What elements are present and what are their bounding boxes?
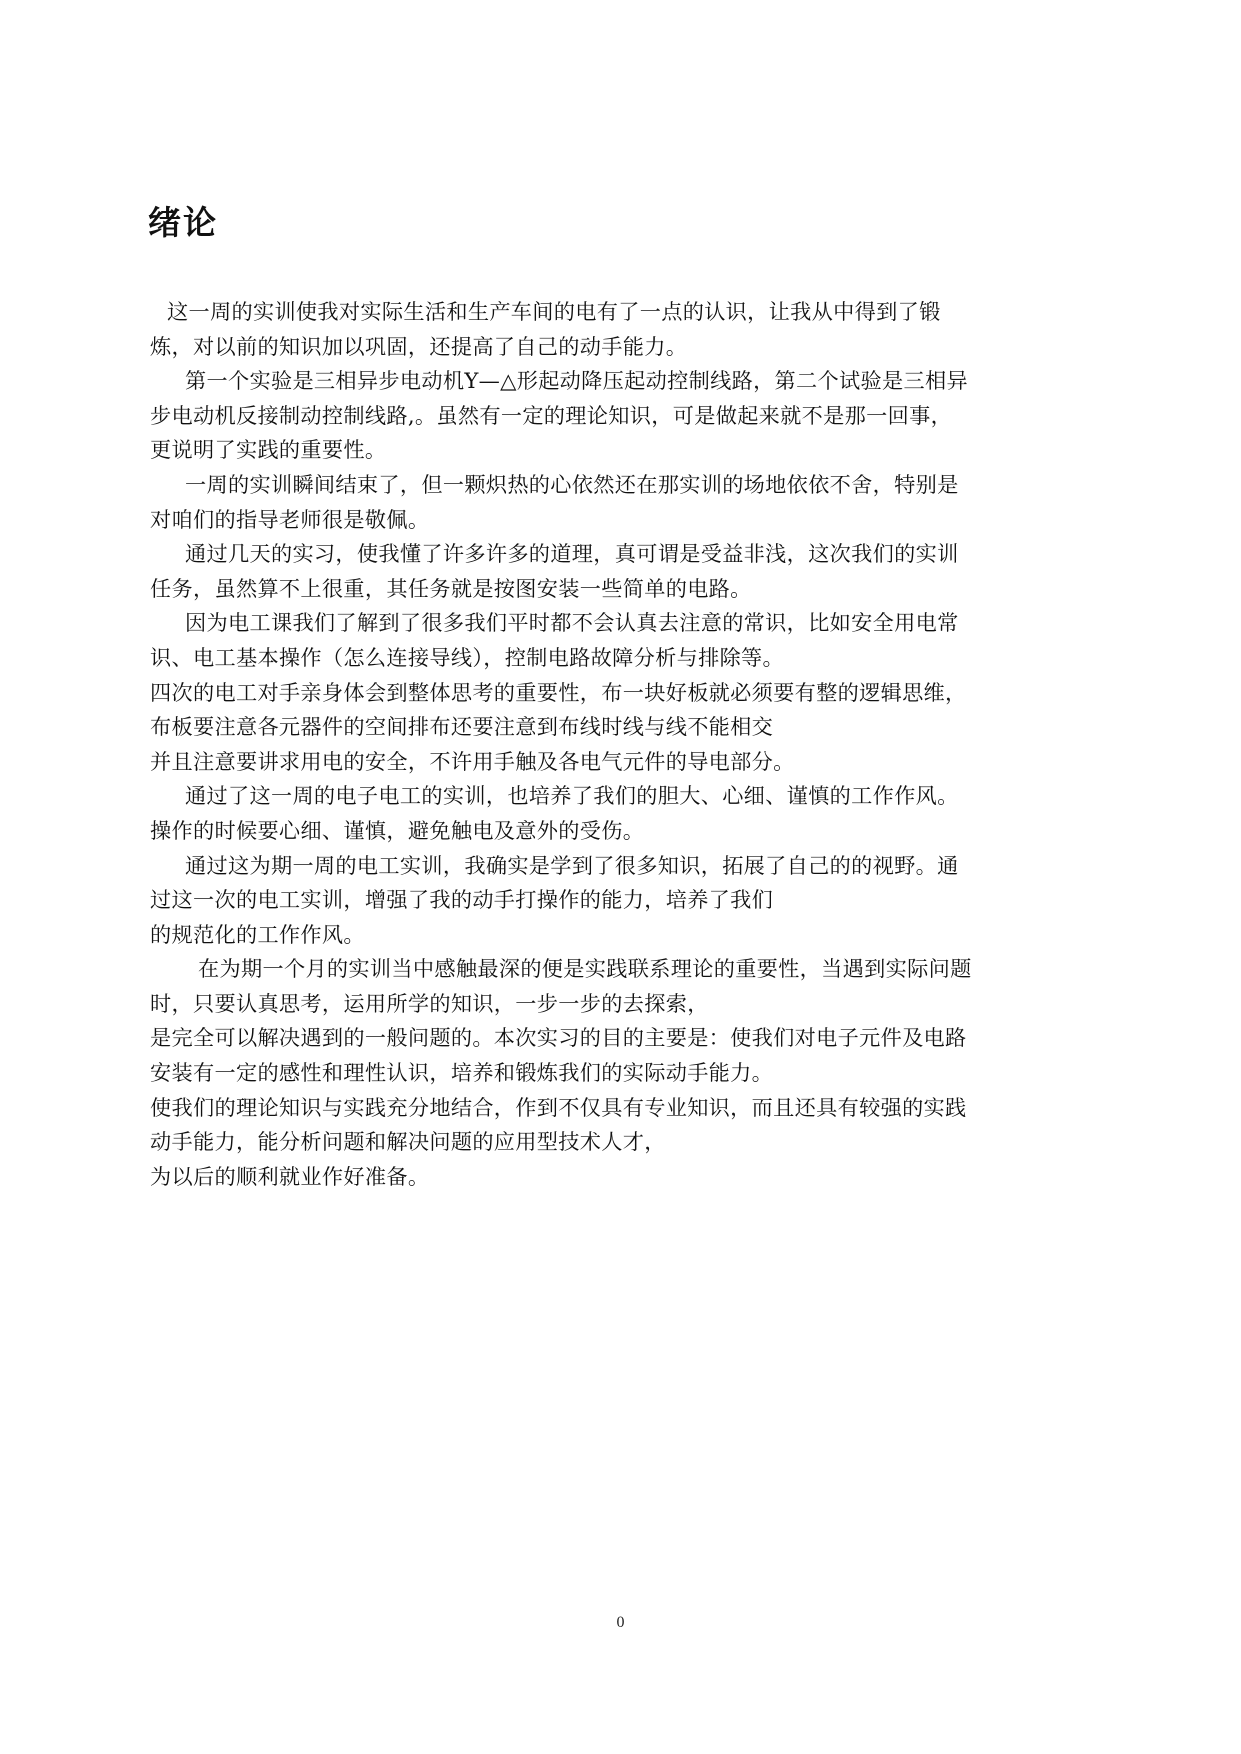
- text-line: 对咱们的指导老师很是敬佩。: [150, 506, 430, 532]
- text-line: 操作的时候要心细、谨慎，避免触电及意外的受伤。: [150, 817, 645, 843]
- text-line: 任务，虽然算不上很重，其任务就是按图安装一些简单的电路。: [150, 575, 752, 601]
- text-line: 更说明了实践的重要性。: [150, 437, 387, 463]
- text-line: 布板要注意各元器件的空间排布还要注意到布线时线与线不能相交: [150, 714, 774, 740]
- text-line: 通过几天的实习，使我懂了许多许多的道理，真可谓是受益非浅，这次我们的实训: [185, 541, 959, 567]
- text-line: 这一周的实训使我对实际生活和生产车间的电有了一点的认识，让我从中得到了锻: [167, 299, 941, 324]
- text-line: 识、电工基本操作（怎么连接导线），控制电路故障分析与排除等。: [150, 644, 785, 670]
- text-line: 步电动机反接制动控制线路,。虽然有一定的理论知识，可是做起来就不是那一回事，: [150, 402, 953, 428]
- text-line: 一周的实训瞬间结束了，但一颗炽热的心依然还在那实训的场地依依不舍，特别是: [185, 471, 959, 497]
- text-line: 并且注意要讲求用电的安全，不许用手触及各电气元件的导电部分。: [150, 748, 795, 774]
- body-text: [150, 295, 1095, 1194]
- text-line: 通过这为期一周的电工实训，我确实是学到了很多知识，拓展了自己的的视野。通: [185, 852, 959, 878]
- text-line: 过这一次的电工实训，增强了我的动手打操作的能力，培养了我们: [150, 887, 774, 913]
- text-line: 在为期一个月的实训当中感触最深的便是实践联系理论的重要性，当遇到实际问题: [198, 956, 972, 982]
- text-line: 的规范化的工作作风。: [150, 921, 365, 947]
- text-line: 时，只要认真思考，运用所学的知识，一步一步的去探索，: [150, 990, 709, 1016]
- text-line: 是完全可以解决遇到的一般问题的。本次实习的目的主要是：使我们对电子元件及电路: [150, 1025, 967, 1051]
- text-line: 四次的电工对手亲身体会到整体思考的重要性，布一块好板就必须要有整的逻辑思维，: [150, 679, 967, 705]
- text-line: 通过了这一周的电子电工的实训，也培养了我们的胆大、心细、谨慎的工作作风。: [185, 783, 959, 809]
- text-line: 动手能力，能分析问题和解决问题的应用型技术人才，: [150, 1129, 666, 1155]
- text-line: 炼，对以前的知识加以巩固，还提高了自己的动手能力。: [150, 333, 688, 359]
- page-number: 0: [616, 1614, 625, 1631]
- text-line: 使我们的理论知识与实践充分地结合，作到不仅具有专业知识，而且还具有较强的实践: [150, 1094, 967, 1120]
- section-title: 绪论: [148, 203, 218, 242]
- text-line: 安装有一定的感性和理性认识，培养和锻炼我们的实际动手能力。: [150, 1060, 774, 1086]
- text-line: 为以后的顺利就业作好准备。: [150, 1163, 430, 1189]
- text-line: 第一个实验是三相异步电动机Y—△形起动降压起动控制线路，第二个试验是三相异: [185, 368, 968, 394]
- text-line: 因为电工课我们了解到了很多我们平时都不会认真去注意的常识，比如安全用电常: [185, 610, 959, 636]
